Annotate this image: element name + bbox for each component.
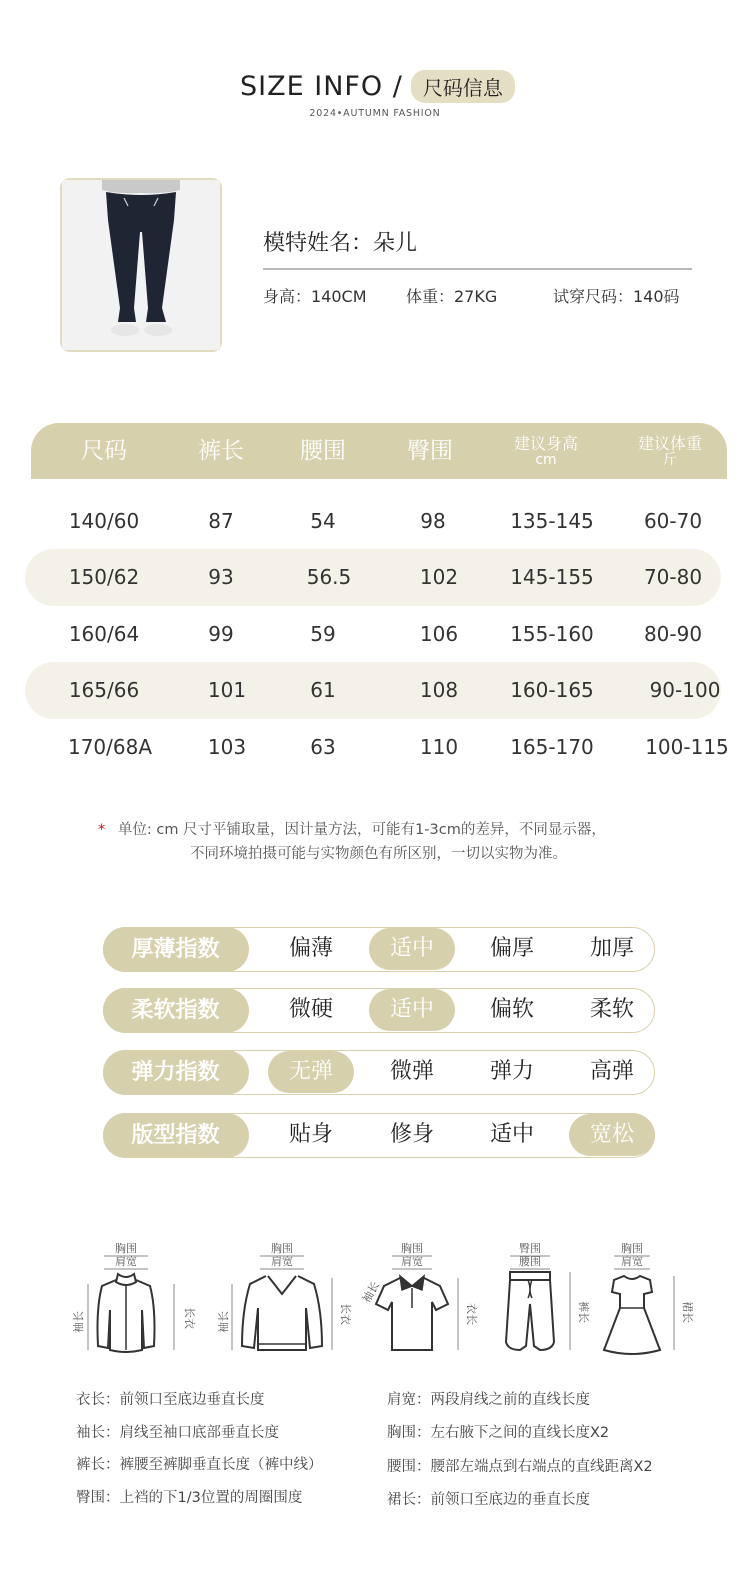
sleeve-label: 袖长 [359,1279,383,1306]
index-option: 偏软 [489,997,534,1022]
cell-hip: 98 [420,509,446,533]
cell-waist: 63 [310,735,336,759]
cell-pants-length: 99 [208,622,234,646]
header-size: 尺码 [81,438,127,464]
header-waist: 腰围 [300,438,346,464]
measure-def: 胸围：左右腋下之间的直线长度X2 [387,1425,610,1441]
elasticity-index [103,1050,655,1095]
cell-hip: 102 [419,565,459,589]
index-label: 厚薄指数 [103,927,249,972]
index-option: 微硬 [288,997,333,1022]
index-label: 版型指数 [103,1113,249,1158]
index-label: 弹力指数 [103,1050,249,1095]
cell-hip: 110 [419,735,459,759]
index-option: 贴身 [288,1122,333,1147]
index-option-selected: 适中 [369,989,455,1031]
table-row [25,493,721,550]
asterisk: * [98,822,106,838]
chest-label: 胸围 [115,1242,137,1255]
cell-weight: 80-90 [643,622,703,646]
sleeve-label: 袖长 [217,1311,230,1333]
index-option: 高弹 [589,1059,634,1084]
cell-hip: 106 [419,622,459,646]
cell-pants-length: 101 [207,678,247,702]
note-line-2: 不同环境拍摄可能与实物颜色有所区别，一切以实物为准。 [190,846,567,862]
note-line-1: * 单位: cm 尺寸平铺取量，因计量方法，可能有1-3cm的差异，不同显示器， [98,822,606,838]
header-hip: 臀围 [407,438,453,464]
cell-height: 155-160 [510,622,594,646]
index-option-selected: 宽松 [569,1114,655,1156]
cell-waist: 56.5 [306,565,352,589]
length-label: 裤长 [577,1301,590,1323]
polo-diagram [359,1238,486,1368]
header-weight: 建议体重 斤 [637,433,702,468]
table-row [25,662,721,719]
hip-label: 臀围 [519,1242,541,1255]
jacket-diagram [74,1238,194,1368]
index-label: 柔软指数 [103,988,249,1033]
header-pants-length: 裤长 [198,438,244,464]
cell-waist: 54 [310,509,336,533]
cell-size: 170/68A [67,735,153,759]
cell-hip: 108 [419,678,459,702]
shoulder-label: 肩宽 [271,1255,293,1268]
divider [263,268,692,270]
cell-weight: 100-115 [645,735,729,759]
table-row [25,549,721,606]
index-option: 微弹 [389,1059,434,1084]
length-label: 衣长 [465,1303,478,1325]
cell-size: 140/60 [68,509,140,533]
cell-weight: 60-70 [643,509,703,533]
table-header [31,423,727,479]
table-row [25,606,721,663]
index-option: 加厚 [589,936,634,961]
index-option: 弹力 [489,1059,534,1084]
cell-pants-length: 87 [208,509,234,533]
measure-def: 腰围：腰部左端点到右端点的直线距离X2 [387,1459,653,1475]
index-option: 修身 [389,1122,434,1147]
thickness-index [103,927,655,972]
cell-weight: 70-80 [643,565,703,589]
header-height: 建议身高 cm [513,433,578,468]
cell-height: 135-145 [510,509,594,533]
cell-height: 145-155 [510,565,594,589]
cell-pants-length: 103 [207,735,247,759]
index-option-selected: 适中 [369,928,455,970]
pants-diagram [498,1238,598,1368]
index-option-selected: 无弹 [268,1051,354,1093]
shoulder-label: 肩宽 [115,1255,137,1268]
chest-label: 胸围 [271,1242,293,1255]
table-row [25,719,729,776]
softness-index [103,988,655,1033]
model-height: 身高：140CM [263,287,367,306]
cell-waist: 61 [310,678,336,702]
cell-waist: 59 [310,622,336,646]
shoulder-label: 肩宽 [621,1255,643,1268]
cell-size: 150/62 [68,565,140,589]
cell-size: 165/66 [68,678,140,702]
model-name: 模特姓名：朵儿 [263,231,418,256]
sweater-diagram [217,1238,352,1368]
model-weight: 体重：27KG [406,287,498,306]
chest-label: 胸围 [401,1242,423,1255]
model-photo [60,178,222,352]
cell-size: 160/64 [68,622,140,646]
length-label: 长衣 [183,1307,196,1329]
index-option: 柔软 [589,997,634,1022]
index-option: 偏厚 [489,936,534,961]
page-header [0,68,750,128]
sleeve-label: 袖长 [72,1311,85,1333]
cell-pants-length: 93 [208,565,234,589]
measure-def: 肩宽：两段肩线之前的直线长度 [387,1392,590,1408]
length-label: 裙长 [681,1301,694,1323]
fit-index [103,1113,655,1158]
measure-def: 臀围：上裆的下1/3位置的周圈围度 [76,1490,303,1506]
title-chinese-badge: 尺码信息 [411,70,515,103]
shoulder-label: 肩宽 [401,1255,423,1268]
cell-weight: 90-100 [649,678,721,702]
measure-def: 裤长：裤腰至裤脚垂直长度（裤中线） [76,1457,323,1473]
model-size: 试穿尺码：140码 [553,287,680,306]
length-label: 长衣 [339,1303,352,1325]
title-english: SIZE INFO / [240,71,403,102]
cell-height: 165-170 [510,735,594,759]
measure-def: 袖长：肩线至袖口底部垂直长度 [76,1425,279,1441]
chest-label: 胸围 [621,1242,643,1255]
dress-diagram [598,1238,698,1368]
index-option: 适中 [489,1122,534,1147]
waist-label: 腰围 [519,1255,541,1268]
subtitle: 2024•AUTUMN FASHION [309,108,441,119]
measure-def: 衣长：前领口至底边垂直长度 [76,1392,265,1408]
cell-height: 160-165 [510,678,594,702]
measure-def: 裙长：前领口至底边的垂直长度 [387,1492,590,1508]
index-option: 偏薄 [288,936,333,961]
